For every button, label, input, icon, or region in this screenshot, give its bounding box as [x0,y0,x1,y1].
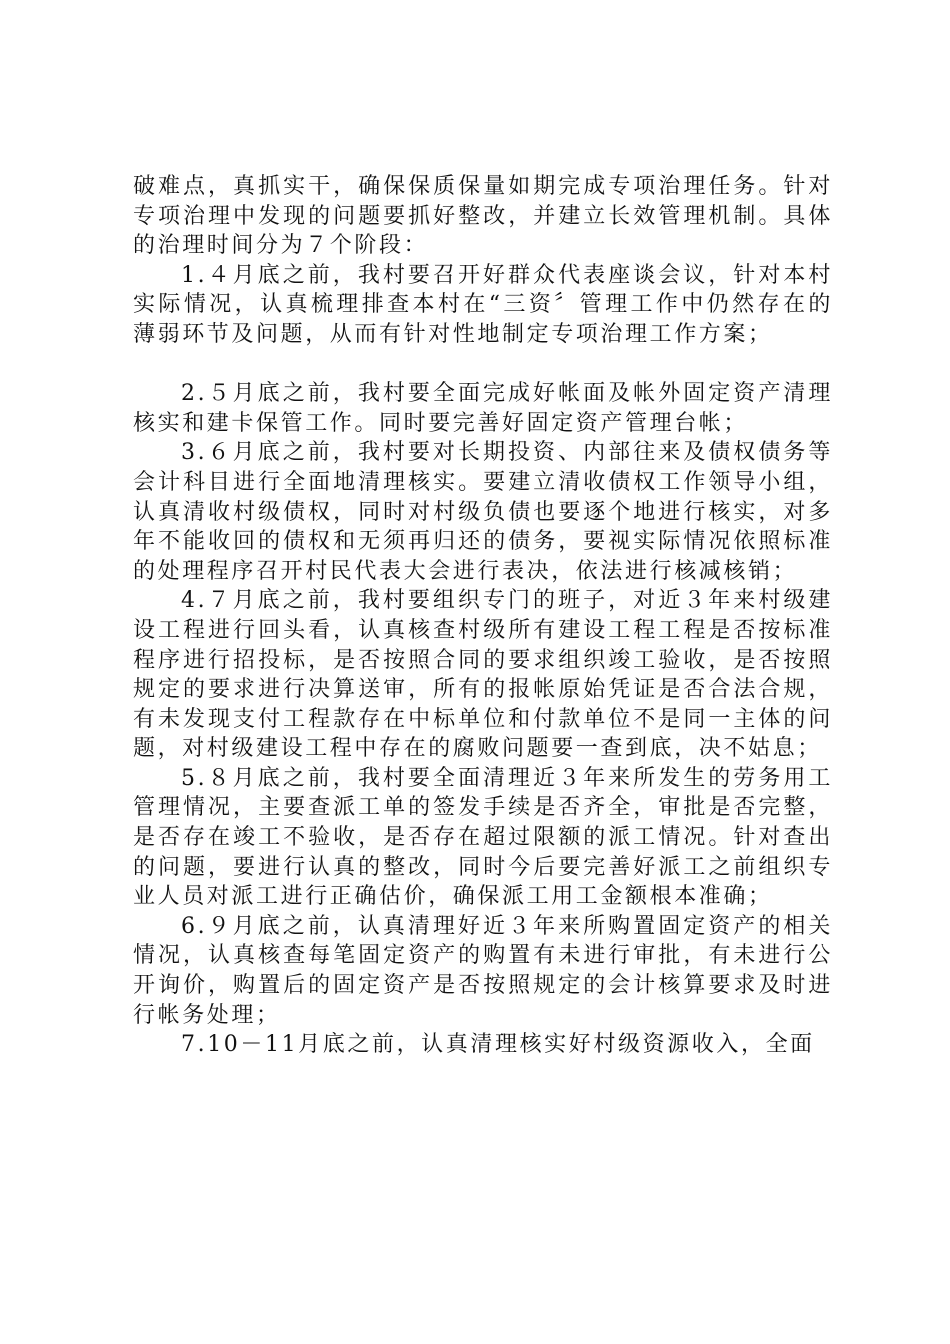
paragraph-stage-1: 1.４月底之前，我村要召开好群众代表座谈会议，针对本村实际情况，认真梳理排查本村在“三资〞管理工作中仍然存在的薄弱环节及问题，从而有针对性地制定专项治理工作方案； [133,262,833,347]
document-body [133,172,833,1060]
paragraph-stage-3: 3.６月底之前，我村要对长期投资、内部往来及债权债务等会计科目进行全面地清理核实。要建立清收债权工作领导小组，认真清收村级债权，同时对村级负债也要逐个地进行核实，对多年不能收回的债权和无须再归还的债务，要视实际情况依照标准的处理程序召开村民代表大会进行表决，依法进行核减核销； [133,440,833,584]
paragraph-stage-7: 7.10－11月底之前，认真清理核实好村级资源收入，全面 [181,1032,815,1058]
paragraph-stage-2: 2.５月底之前，我村要全面完成好帐面及帐外固定资产清理核实和建卡保管工作。同时要完善好固定资产管理台帐； [133,381,833,436]
paragraph-stage-6: 6.９月底之前，认真清理好近３年来所购置固定资产的相关情况，认真核查每笔固定资产的购置有未进行审批，有未进行公开询价，购置后的固定资产是否按照规定的会计核算要求及时进行帐务处理； [133,913,833,1028]
paragraph-stage-4: 4.７月底之前，我村要组织专门的班子，对近３年来村级建设工程进行回头看，认真核查村级所有建设工程工程是否按标准程序进行招投标，是否按照合同的要求组织竣工验收，是否按照规定的要求进行决算送审，所有的报帐原始凭证是否合法合规，有未发现支付工程款存在中标单位和付款单位不是同一主体的问题，对村级建设工程中存在的腐败问题要一查到底，决不姑息； [133,588,833,762]
paragraph-intro: 破难点，真抓实干，确保保质保量如期完成专项治理任务。针对专项治理中发现的问题要抓好整改，并建立长效管理机制。具体的治理时间分为７个阶段： [133,174,833,259]
paragraph-stage-5: 5.８月底之前，我村要全面清理近３年来所发生的劳务用工管理情况，主要查派工单的签发手续是否齐全，审批是否完整，是否存在竣工不验收，是否存在超过限额的派工情况。针对查出的问题，要进行认真的整改，同时今后要完善好派工之前组织专业人员对派工进行正确估价，确保派工用工金额根本准确； [133,765,833,910]
blank-line [133,350,833,380]
